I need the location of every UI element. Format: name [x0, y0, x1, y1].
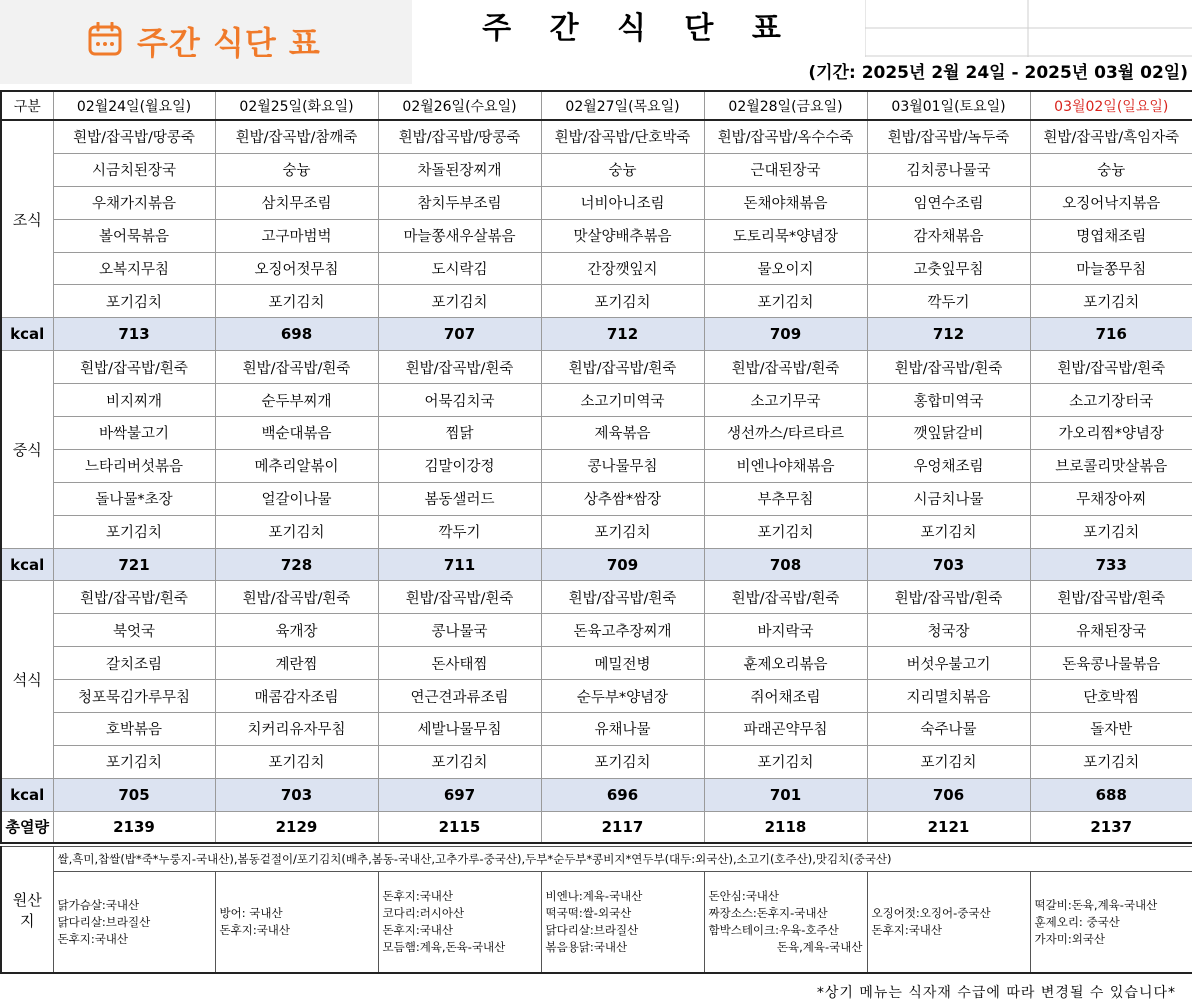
menu-item: 흰밥/잡곡밥/흰죽: [378, 351, 541, 384]
menu-item: 삼치무조림: [215, 186, 378, 219]
menu-item: 깍두기: [867, 285, 1030, 318]
menu-item: 마늘쫑새우살볶음: [378, 219, 541, 252]
menu-item: 유채된장국: [1030, 614, 1192, 647]
menu-item: 고구마범벅: [215, 219, 378, 252]
breakfast-row: [1, 285, 1192, 318]
menu-item: 흰밥/잡곡밥/참깨죽: [215, 120, 378, 153]
breakfast-row: [1, 120, 1192, 153]
origin-line: 방어: 국내산: [219, 906, 283, 920]
banner: [0, 0, 412, 84]
header-grid-lines: [865, 0, 1192, 57]
menu-item: 돌자반: [1030, 713, 1192, 746]
menu-item: 고춧잎무침: [867, 252, 1030, 285]
menu-item: 포기김치: [1030, 515, 1192, 548]
breakfast-row: [1, 219, 1192, 252]
menu-item: 포기김치: [53, 285, 215, 318]
menu-item: 물오이지: [704, 252, 867, 285]
menu-item: 어묵김치국: [378, 384, 541, 417]
dinner-row: [1, 581, 1192, 614]
menu-item: 흰밥/잡곡밥/흰죽: [1030, 351, 1192, 384]
lunch-kcal-row: [1, 548, 1192, 581]
origin-line: 돈후지:국내산: [382, 923, 454, 937]
origin-line: 훈제오리: 중국산: [1034, 914, 1120, 929]
origin-day-cell: [541, 872, 704, 974]
menu-item: 소고기장터국: [1030, 384, 1192, 417]
origin-line: 닭다리살:브라질산: [57, 914, 151, 929]
kcal-value: 697: [378, 778, 541, 811]
menu-item: 차돌된장찌개: [378, 153, 541, 186]
day-header: 02월27일(목요일): [541, 91, 704, 120]
menu-item: 흰밥/잡곡밥/흰죽: [704, 581, 867, 614]
menu-item: 흰밥/잡곡밥/옥수수죽: [704, 120, 867, 153]
origin-line: 돈후지:국내산: [382, 889, 454, 903]
day-header: 02월24일(월요일): [53, 91, 215, 120]
kcal-label: kcal: [1, 548, 53, 581]
menu-item: 김말이강정: [378, 449, 541, 482]
kcal-value: 713: [53, 318, 215, 351]
menu-item: 포기김치: [704, 745, 867, 778]
menu-item: 제육볶음: [541, 417, 704, 450]
menu-item: 파래곤약무침: [704, 713, 867, 746]
day-header: 03월02일(일요일): [1030, 91, 1192, 120]
menu-item: 찜닭: [378, 417, 541, 450]
origin-line: 돈안심:국내산: [708, 889, 780, 903]
menu-item: 느타리버섯볶음: [53, 449, 215, 482]
menu-item: 생선까스/타르타르: [704, 417, 867, 450]
kcal-value: 698: [215, 318, 378, 351]
menu-item: 시금치나물: [867, 482, 1030, 515]
menu-item: 임연수조림: [867, 186, 1030, 219]
menu-item: 포기김치: [704, 515, 867, 548]
total-value: 2139: [53, 811, 215, 843]
menu-item: 숭늉: [1030, 153, 1192, 186]
menu-item: 세발나물무침: [378, 713, 541, 746]
origin-day-cell: [704, 872, 867, 974]
kcal-value: 705: [53, 778, 215, 811]
menu-item: 오징어낙지볶음: [1030, 186, 1192, 219]
kcal-value: 703: [215, 778, 378, 811]
total-row: [1, 811, 1192, 843]
menu-item: 유채나물: [541, 713, 704, 746]
menu-item: 흰밥/잡곡밥/흰죽: [53, 351, 215, 384]
kcal-value: 716: [1030, 318, 1192, 351]
menu-item: 청포묵김가루무침: [53, 680, 215, 713]
period-range: (기간: 2025년 2월 24일 - 2025년 03월 02일): [808, 63, 1188, 83]
menu-item: 순두부찌개: [215, 384, 378, 417]
menu-item: 돌나물*초장: [53, 482, 215, 515]
lunch-label: 중식: [1, 351, 53, 548]
menu-item: 포기김치: [541, 745, 704, 778]
menu-item: 도토리묵*양념장: [704, 219, 867, 252]
menu-item: 깻잎닭갈비: [867, 417, 1030, 450]
menu-item: 흰밥/잡곡밥/흰죽: [1030, 581, 1192, 614]
kcal-label: kcal: [1, 778, 53, 811]
lunch-row: [1, 351, 1192, 384]
menu-item: 우채가지볶음: [53, 186, 215, 219]
menu-item: 단호박찜: [1030, 680, 1192, 713]
menu-item: 흰밥/잡곡밥/흰죽: [378, 581, 541, 614]
menu-item: 소고기미역국: [541, 384, 704, 417]
menu-item: 포기김치: [215, 515, 378, 548]
menu-item: 포기김치: [1030, 745, 1192, 778]
lunch-row: [1, 515, 1192, 548]
kcal-value: 707: [378, 318, 541, 351]
menu-item: 포기김치: [53, 745, 215, 778]
menu-item: 오징어젓무침: [215, 252, 378, 285]
lunch-row: [1, 417, 1192, 450]
total-value: 2118: [704, 811, 867, 843]
breakfast-label: 조식: [1, 120, 53, 318]
origin-line: 돈후지:국내산: [219, 923, 291, 937]
menu-item: 부추무침: [704, 482, 867, 515]
calendar-icon: [88, 22, 122, 56]
origin-line: 닭가슴살:국내산: [57, 897, 140, 912]
menu-item: 간장깻잎지: [541, 252, 704, 285]
kcal-value: 688: [1030, 778, 1192, 811]
origin-line: 떡갈비:돈육,계육-국내산: [1034, 897, 1158, 912]
header-row: [1, 91, 1192, 120]
day-header: 02월28일(금요일): [704, 91, 867, 120]
menu-item: 흰밥/잡곡밥/흰죽: [541, 581, 704, 614]
menu-item: 백순대볶음: [215, 417, 378, 450]
breakfast-row: [1, 252, 1192, 285]
menu-item: 계란찜: [215, 647, 378, 680]
origin-line: 함박스테이크:우육-호주산: [708, 923, 839, 937]
dinner-row: [1, 713, 1192, 746]
origin-day-cell: [215, 872, 378, 974]
menu-item: 콩나물국: [378, 614, 541, 647]
header-label: 구분: [1, 91, 53, 120]
kcal-value: 696: [541, 778, 704, 811]
menu-item: 얼갈이나물: [215, 482, 378, 515]
menu-item: 포기김치: [378, 745, 541, 778]
menu-item: 김치콩나물국: [867, 153, 1030, 186]
menu-item: 숭늉: [215, 153, 378, 186]
menu-item: 브로콜리맛살볶음: [1030, 449, 1192, 482]
dinner-kcal-row: [1, 778, 1192, 811]
origin-line: 오징어젓:오징어-중국산: [871, 906, 991, 920]
menu-item: 포기김치: [215, 745, 378, 778]
origin-line: 모듬햄:계육,돈육-국내산: [382, 940, 506, 954]
origin-line: 닭다리살:브라질산: [545, 923, 639, 937]
menu-item: 볼어묵볶음: [53, 219, 215, 252]
menu-item: 깍두기: [378, 515, 541, 548]
menu-item: 시금치된장국: [53, 153, 215, 186]
dinner-row: [1, 647, 1192, 680]
menu-item: 무채장아찌: [1030, 482, 1192, 515]
menu-item: 청국장: [867, 614, 1030, 647]
menu-item: 포기김치: [541, 515, 704, 548]
lunch-row: [1, 384, 1192, 417]
kcal-value: 703: [867, 548, 1030, 581]
total-label: 총열량: [1, 811, 53, 843]
menu-item: 쥐어채조림: [704, 680, 867, 713]
menu-item: 돈사태찜: [378, 647, 541, 680]
menu-item: 봄동샐러드: [378, 482, 541, 515]
origin-day-cell: [53, 872, 215, 974]
menu-item: 비엔나야채볶음: [704, 449, 867, 482]
menu-item: 흰밥/잡곡밥/땅콩죽: [53, 120, 215, 153]
menu-item: 치커리유자무침: [215, 713, 378, 746]
menu-item: 도시락김: [378, 252, 541, 285]
origin-line: 떡국떡:쌀-외국산: [545, 906, 632, 920]
kcal-value: 712: [541, 318, 704, 351]
origin-line: 돈후지:국내산: [871, 923, 943, 937]
menu-item: 흰밥/잡곡밥/단호박죽: [541, 120, 704, 153]
day-header: 02월25일(화요일): [215, 91, 378, 120]
menu-item: 바싹불고기: [53, 417, 215, 450]
menu-item: 흰밥/잡곡밥/땅콩죽: [378, 120, 541, 153]
menu-item: 포기김치: [215, 285, 378, 318]
menu-item: 순두부*양념장: [541, 680, 704, 713]
lunch-row: [1, 449, 1192, 482]
origin-line: 돈육,계육-국내산: [776, 940, 863, 954]
menu-item: 포기김치: [1030, 285, 1192, 318]
menu-item: 흰밥/잡곡밥/흑임자죽: [1030, 120, 1192, 153]
origin-day-cell: [1030, 872, 1192, 974]
menu-item: 흰밥/잡곡밥/흰죽: [704, 351, 867, 384]
menu-item: 훈제오리볶음: [704, 647, 867, 680]
total-value: 2137: [1030, 811, 1192, 843]
kcal-value: 728: [215, 548, 378, 581]
banner-title: 주간 식단 표: [137, 24, 321, 62]
menu-item: 가오리찜*양념장: [1030, 417, 1192, 450]
kcal-value: 706: [867, 778, 1030, 811]
menu-item: 돈육고추장찌개: [541, 614, 704, 647]
menu-item: 흰밥/잡곡밥/흰죽: [867, 581, 1030, 614]
menu-item: 흰밥/잡곡밥/흰죽: [215, 581, 378, 614]
breakfast-kcal-row: [1, 318, 1192, 351]
menu-table: [0, 90, 1192, 844]
kcal-label: kcal: [1, 318, 53, 351]
kcal-value: 709: [704, 318, 867, 351]
dinner-label: 석식: [1, 581, 53, 778]
menu-item: 메추리알볶이: [215, 449, 378, 482]
origin-line: 코다리:러시아산: [382, 906, 465, 920]
menu-item: 흰밥/잡곡밥/녹두죽: [867, 120, 1030, 153]
menu-item: 숭늉: [541, 153, 704, 186]
menu-item: 흰밥/잡곡밥/흰죽: [541, 351, 704, 384]
menu-item: 흰밥/잡곡밥/흰죽: [867, 351, 1030, 384]
menu-item: 호박볶음: [53, 713, 215, 746]
menu-item: 상추쌈*쌈장: [541, 482, 704, 515]
menu-item: 포기김치: [53, 515, 215, 548]
menu-item: 맛살양배추볶음: [541, 219, 704, 252]
menu-item: 너비아니조림: [541, 186, 704, 219]
page-title: 주 간 식 단 표: [482, 11, 795, 46]
origin-line: 비엔나:계육-국내산: [545, 889, 643, 903]
menu-item: 갈치조림: [53, 647, 215, 680]
breakfast-row: [1, 153, 1192, 186]
menu-item: 포기김치: [378, 285, 541, 318]
origin-line: 짜장소스:돈후지-국내산: [708, 906, 828, 920]
kcal-value: 733: [1030, 548, 1192, 581]
menu-item: 메밀전병: [541, 647, 704, 680]
origin-line: 돈후지:국내산: [57, 931, 129, 946]
lunch-row: [1, 482, 1192, 515]
menu-item: 포기김치: [541, 285, 704, 318]
kcal-value: 712: [867, 318, 1030, 351]
menu-item: 돈채야채볶음: [704, 186, 867, 219]
breakfast-row: [1, 186, 1192, 219]
menu-item: 비지찌개: [53, 384, 215, 417]
origin-common: 쌀,흑미,찹쌀(밥*죽*누룽지-국내산),봄동겉절이/포기김치(배추,봄동-국내산,고추가루-중국산),두부*순두부*콩비지*연두부(대두:외국산),소고기(호주산),맛김치(중국산): [53, 847, 1192, 872]
menu-item: 바지락국: [704, 614, 867, 647]
origin-day-cell: [378, 872, 541, 974]
footnote: *상기 메뉴는 식자재 수급에 따라 변경될 수 있습니다*: [816, 985, 1176, 1001]
menu-item: 북엇국: [53, 614, 215, 647]
menu-item: 포기김치: [867, 515, 1030, 548]
menu-item: 숙주나물: [867, 713, 1030, 746]
dinner-row: [1, 680, 1192, 713]
menu-item: 오복지무침: [53, 252, 215, 285]
kcal-value: 709: [541, 548, 704, 581]
kcal-value: 721: [53, 548, 215, 581]
total-value: 2117: [541, 811, 704, 843]
menu-item: 콩나물무침: [541, 449, 704, 482]
menu-item: 흰밥/잡곡밥/흰죽: [53, 581, 215, 614]
menu-item: 매콤감자조림: [215, 680, 378, 713]
menu-item: 연근견과류조림: [378, 680, 541, 713]
menu-item: 돈육콩나물볶음: [1030, 647, 1192, 680]
origin-label: 원산지: [1, 847, 53, 974]
menu-item: 근대된장국: [704, 153, 867, 186]
menu-item: 참치두부조림: [378, 186, 541, 219]
menu-item: 포기김치: [867, 745, 1030, 778]
menu-item: 마늘쫑무침: [1030, 252, 1192, 285]
menu-item: 흰밥/잡곡밥/흰죽: [215, 351, 378, 384]
menu-item: 포기김치: [704, 285, 867, 318]
dinner-row: [1, 614, 1192, 647]
menu-item: 지리멸치볶음: [867, 680, 1030, 713]
total-value: 2121: [867, 811, 1030, 843]
kcal-value: 701: [704, 778, 867, 811]
day-header: 03월01일(토요일): [867, 91, 1030, 120]
kcal-value: 711: [378, 548, 541, 581]
menu-item: 소고기무국: [704, 384, 867, 417]
total-value: 2115: [378, 811, 541, 843]
menu-item: 육개장: [215, 614, 378, 647]
menu-item: 버섯우불고기: [867, 647, 1030, 680]
origin-line: 볶음용닭:국내산: [545, 940, 628, 954]
origin-line: 가자미:외국산: [1034, 931, 1106, 946]
kcal-value: 708: [704, 548, 867, 581]
origin-table: [0, 846, 1192, 974]
menu-item: 우엉채조림: [867, 449, 1030, 482]
total-value: 2129: [215, 811, 378, 843]
origin-day-cell: [867, 872, 1030, 974]
day-header: 02월26일(수요일): [378, 91, 541, 120]
dinner-row: [1, 745, 1192, 778]
menu-item: 명엽채조림: [1030, 219, 1192, 252]
menu-item: 홍합미역국: [867, 384, 1030, 417]
menu-item: 감자채볶음: [867, 219, 1030, 252]
